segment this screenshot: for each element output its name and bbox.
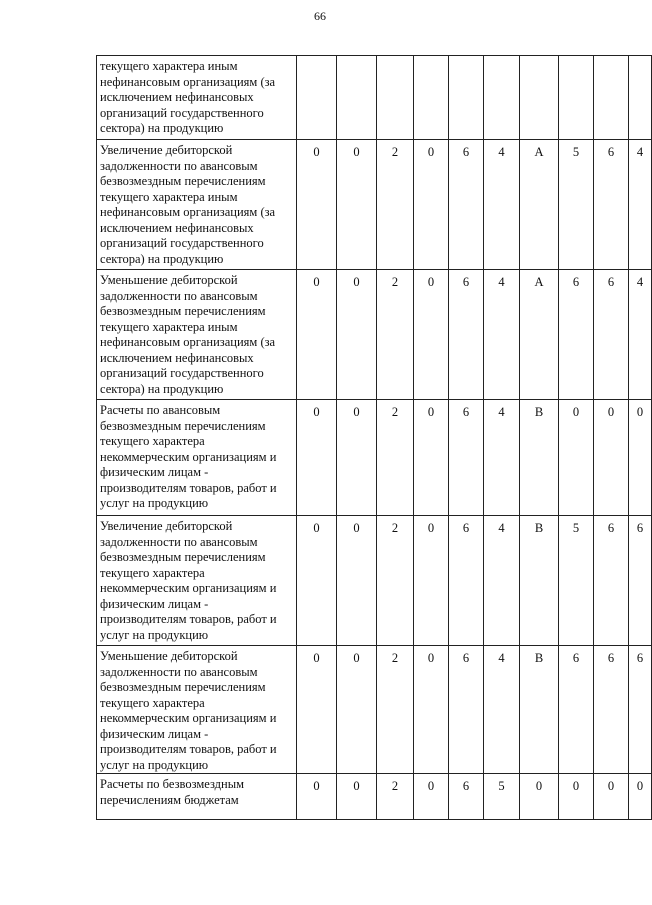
- row-description: Расчеты по безвозмездным перечислениям бюджетам: [97, 774, 297, 820]
- code-digit-cell: 6: [594, 516, 629, 646]
- code-digit-cell: [594, 56, 629, 140]
- code-digit-cell: 0: [297, 400, 337, 516]
- code-digit-cell: А: [520, 140, 559, 270]
- code-digit-cell: 0: [559, 400, 594, 516]
- code-digit-cell: 6: [449, 774, 484, 820]
- code-digit-cell: 0: [297, 140, 337, 270]
- code-digit-cell: 6: [559, 270, 594, 400]
- table-row: [97, 400, 652, 516]
- code-digit-cell: 6: [449, 270, 484, 400]
- code-digit-cell: [414, 56, 449, 140]
- row-description: Увеличение дебиторской задолженности по авансовым безвозмездным перечислениям текущего характера иным нефинансовым организациям (за исключением нефинансовых организаций государственного сектора) на продукцию: [97, 140, 297, 270]
- table-row: [97, 516, 652, 646]
- code-digit-cell: 0: [297, 774, 337, 820]
- code-digit-cell: А: [520, 270, 559, 400]
- code-digit-cell: 0: [337, 400, 377, 516]
- code-digit-cell: 0: [337, 646, 377, 774]
- code-digit-cell: 6: [559, 646, 594, 774]
- code-digit-cell: 6: [594, 270, 629, 400]
- code-digit-cell: [377, 56, 414, 140]
- row-description: текущего характера иным нефинансовым организациям (за исключением нефинансовых организаций государственного сектора) на продукцию: [97, 56, 297, 140]
- code-digit-cell: 4: [484, 270, 520, 400]
- code-digit-cell: 4: [629, 140, 652, 270]
- table-row: [97, 646, 652, 774]
- code-digit-cell: 6: [449, 516, 484, 646]
- code-digit-cell: В: [520, 516, 559, 646]
- code-digit-cell: 6: [449, 400, 484, 516]
- row-description: Увеличение дебиторской задолженности по авансовым безвозмездным перечислениям текущего характера некоммерческим организациям и физическим лицам - производителям товаров, работ и услуг на продукцию: [97, 516, 297, 646]
- table-row: [97, 270, 652, 400]
- code-digit-cell: 0: [414, 774, 449, 820]
- code-digit-cell: 0: [594, 400, 629, 516]
- code-digit-cell: 4: [484, 516, 520, 646]
- code-digit-cell: 5: [559, 140, 594, 270]
- code-digit-cell: 6: [594, 140, 629, 270]
- table-body: [97, 56, 652, 820]
- code-digit-cell: 0: [337, 140, 377, 270]
- row-description: Расчеты по авансовым безвозмездным перечислениям текущего характера некоммерческим организациям и физическим лицам - производителям товаров, работ и услуг на продукцию: [97, 400, 297, 516]
- code-digit-cell: [297, 56, 337, 140]
- code-digit-cell: 0: [297, 270, 337, 400]
- code-digit-cell: 0: [414, 646, 449, 774]
- code-digit-cell: В: [520, 646, 559, 774]
- code-digit-cell: 0: [559, 774, 594, 820]
- code-digit-cell: 2: [377, 270, 414, 400]
- code-digit-cell: 0: [629, 400, 652, 516]
- code-digit-cell: 6: [629, 646, 652, 774]
- code-digit-cell: В: [520, 400, 559, 516]
- code-digit-cell: 6: [449, 140, 484, 270]
- page-number: 66: [314, 9, 326, 23]
- row-description: Уменьшение дебиторской задолженности по авансовым безвозмездным перечислениям текущего характера иным нефинансовым организациям (за исключением нефинансовых организаций государственного сектора) на продукцию: [97, 270, 297, 400]
- code-digit-cell: 0: [337, 516, 377, 646]
- code-digit-cell: 2: [377, 516, 414, 646]
- code-digit-cell: [449, 56, 484, 140]
- code-digit-cell: 0: [414, 400, 449, 516]
- code-digit-cell: 6: [449, 646, 484, 774]
- code-digit-cell: 0: [414, 140, 449, 270]
- code-digit-cell: [559, 56, 594, 140]
- code-digit-cell: 2: [377, 646, 414, 774]
- code-digit-cell: 6: [629, 516, 652, 646]
- code-digit-cell: 2: [377, 140, 414, 270]
- code-digit-cell: 4: [629, 270, 652, 400]
- code-digit-cell: 0: [594, 774, 629, 820]
- code-digit-cell: 4: [484, 140, 520, 270]
- code-digit-cell: [520, 56, 559, 140]
- code-digit-cell: 0: [337, 774, 377, 820]
- code-digit-cell: 0: [297, 646, 337, 774]
- code-digit-cell: 0: [414, 516, 449, 646]
- table-row: [97, 140, 652, 270]
- code-digit-cell: 5: [484, 774, 520, 820]
- code-digit-cell: [484, 56, 520, 140]
- code-digit-cell: [337, 56, 377, 140]
- code-digit-cell: 0: [414, 270, 449, 400]
- code-digit-cell: 6: [594, 646, 629, 774]
- code-digit-cell: 2: [377, 400, 414, 516]
- code-digit-cell: 0: [629, 774, 652, 820]
- code-digit-cell: 0: [520, 774, 559, 820]
- table-row: [97, 774, 652, 820]
- code-digit-cell: 4: [484, 400, 520, 516]
- code-digit-cell: 0: [337, 270, 377, 400]
- code-digit-cell: 4: [484, 646, 520, 774]
- account-codes-table: [96, 55, 652, 820]
- code-digit-cell: [629, 56, 652, 140]
- code-digit-cell: 0: [297, 516, 337, 646]
- code-digit-cell: 5: [559, 516, 594, 646]
- table-row: [97, 56, 652, 140]
- row-description: Уменьшение дебиторской задолженности по авансовым безвозмездным перечислениям текущего характера некоммерческим организациям и физическим лицам - производителям товаров, работ и услуг на продукцию: [97, 646, 297, 774]
- code-digit-cell: 2: [377, 774, 414, 820]
